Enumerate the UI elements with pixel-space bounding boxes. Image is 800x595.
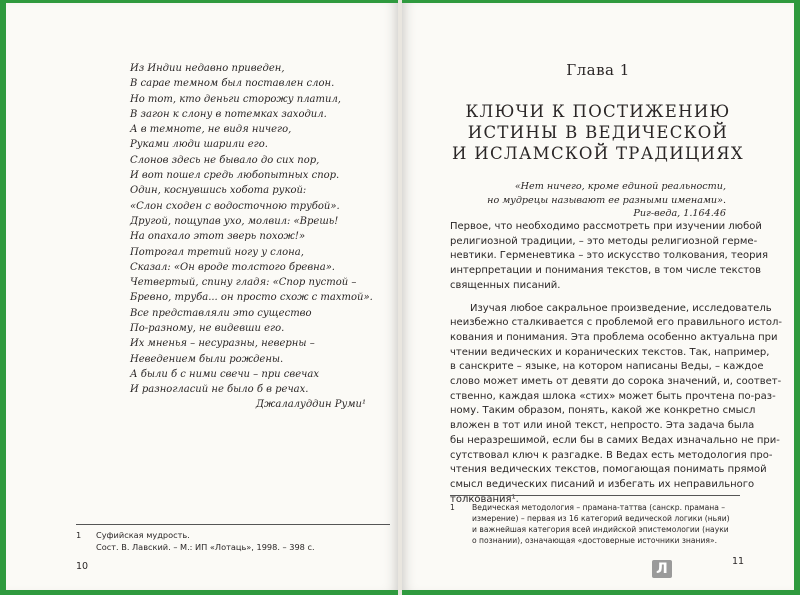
poem-line: В сарае темном был поставлен слон.	[130, 78, 335, 90]
epigraph-line: «Нет ничего, кроме единой реальности,	[514, 181, 726, 192]
poem-lines	[130, 61, 373, 398]
title-line: ИСТИНЫ В ВЕДИЧЕСКОЙ	[467, 123, 729, 142]
poem-line: Их мненья – несуразны, неверны –	[130, 338, 315, 350]
paragraph-line: чтения ведических текстов, помогающая понимать прямой	[450, 464, 767, 476]
footnote-line: о познании), означающая «достоверные источники знания».	[472, 536, 718, 545]
footnote-line: измерение) – первая из 16 категорий ведической логики (ньяи)	[472, 514, 730, 523]
title-line: И ИСЛАМСКОЙ ТРАДИЦИЯХ	[452, 144, 744, 163]
poem-line: По-разному, не видевши его.	[130, 323, 285, 335]
poem	[130, 61, 373, 410]
paragraph-line: религиозной традиции, – это методы религиозной герме-	[450, 235, 758, 247]
poem-line: Слонов здесь не бывало до сих пор,	[130, 154, 320, 166]
poem-line: А были б с ними свечи – при свечах	[130, 368, 319, 380]
page-number: 10	[76, 561, 89, 572]
paragraph-line: смысл ведических писаний и избегать их неправильного	[450, 478, 755, 490]
footnote	[76, 530, 390, 553]
right-page	[402, 3, 794, 590]
publisher-logo-icon: Л	[652, 560, 672, 578]
poem-line: «Слон сходен с водосточною трубой».	[130, 200, 340, 212]
footnote-number: 1	[76, 530, 82, 540]
paragraph-1	[450, 220, 768, 294]
footnote-line: Суфийская мудрость.	[96, 530, 190, 540]
epigraph	[442, 180, 726, 221]
poem-line: И разногласий не было б в речах.	[130, 384, 309, 396]
footnote-divider	[76, 524, 390, 525]
paragraph-2	[450, 302, 783, 508]
poem-line: Из Индии недавно приведен,	[130, 63, 285, 74]
paragraph-line: неизбежно сталкивается с проблемой его правильного истол-	[450, 317, 783, 329]
footnote-line: и важнейшая категория всей индийской эпистемологии (науки	[472, 525, 729, 534]
paragraph-line: толкования¹.	[450, 493, 519, 505]
paragraph-line: чтении ведических и коранических текстов. Так, например,	[450, 346, 770, 358]
paragraph-line: слово может иметь от девяти до сорока значений, и, соответ-	[450, 376, 782, 388]
chapter-title	[430, 101, 766, 164]
poem-line: А в темноте, не видя ничего,	[130, 124, 292, 136]
paragraph-line: ственно, каждая шлока «стих» может быть прочтена по-раз-	[450, 390, 776, 402]
paragraph-line: сутствовал ключ к разгадке. В Ведах есть методология про-	[450, 449, 773, 461]
poem-author: Джалалуддин Руми¹	[255, 398, 366, 410]
paragraph-line: кования и понимания. Эта проблема особенно актуальна при	[450, 331, 778, 343]
footnote-number: 1	[450, 503, 455, 512]
poem-line: Потрогал третий ногу у слона,	[130, 246, 304, 258]
paragraph-line: в санскрите – языке, на котором написаны Веды, – каждое	[450, 361, 764, 373]
paragraph-line: интерпретации и понимания текстов, в том числе текстов	[450, 265, 762, 277]
paragraph-line: бы неразрешимой, если бы в самих Ведах изначально не при-	[450, 434, 780, 446]
body-text	[450, 220, 783, 507]
paragraph-line: Изучая любое сакральное произведение, исследователь	[470, 302, 772, 314]
poem-line: Другой, пощупав ухо, молвил: «Врешь!	[130, 215, 339, 227]
paragraph-line: невтики. Герменевтика – это искусство толкования, теория	[450, 250, 768, 262]
footnote-text	[472, 502, 740, 546]
chapter-heading: Глава 1	[566, 61, 630, 79]
poem-line: Один, коснувшись хобота рукой:	[130, 185, 307, 197]
poem-line: Руками люди шарили его.	[130, 139, 268, 151]
poem-line: На опахало этот зверь похож!»	[130, 231, 306, 243]
left-page	[6, 3, 398, 590]
poem-line: Неведением были рождены.	[130, 353, 284, 365]
epigraph-source: Риг-веда, 1.164.46	[633, 208, 726, 219]
poem-line: Сказал: «Он вроде толстого бревна».	[130, 261, 335, 273]
poem-line: В загон к слону в потемках заходил.	[130, 108, 327, 120]
poem-line: Четвертый, спину гладя: «Спор пустой –	[130, 277, 357, 289]
poem-line: Но тот, кто деньги сторожу платил,	[130, 93, 341, 105]
page-number: 11	[732, 556, 745, 567]
poem-line: Все представляли это существо	[130, 307, 312, 319]
paragraph-line: ному. Таким образом, понять, какой же конкретно смысл	[450, 405, 756, 417]
footnote-line: Сост. В. Лавский. – М.: ИП «Лотаць», 1998. – 398 с.	[96, 541, 315, 552]
footnote-divider	[450, 495, 740, 496]
epigraph-line: но мудрецы называют ее разными именами».	[487, 194, 726, 206]
poem-line: Бревно, труба... он просто схож с тахтой».	[130, 292, 373, 304]
paragraph-line: Первое, что необходимо рассмотреть при изучении любой	[450, 221, 762, 232]
title-line: КЛЮЧИ К ПОСТИЖЕНИЮ	[465, 102, 731, 121]
poem-line: И вот пошел средь любопытных спор.	[130, 170, 340, 182]
footnote	[450, 502, 740, 546]
paragraph-line: вложен в тот или иной текст, непросто. Эта задача была	[450, 420, 755, 432]
paragraph-line: священных писаний.	[450, 279, 561, 291]
footnote-line: Ведическая методология – прамана-таттва (санскр. прамана –	[472, 503, 726, 512]
